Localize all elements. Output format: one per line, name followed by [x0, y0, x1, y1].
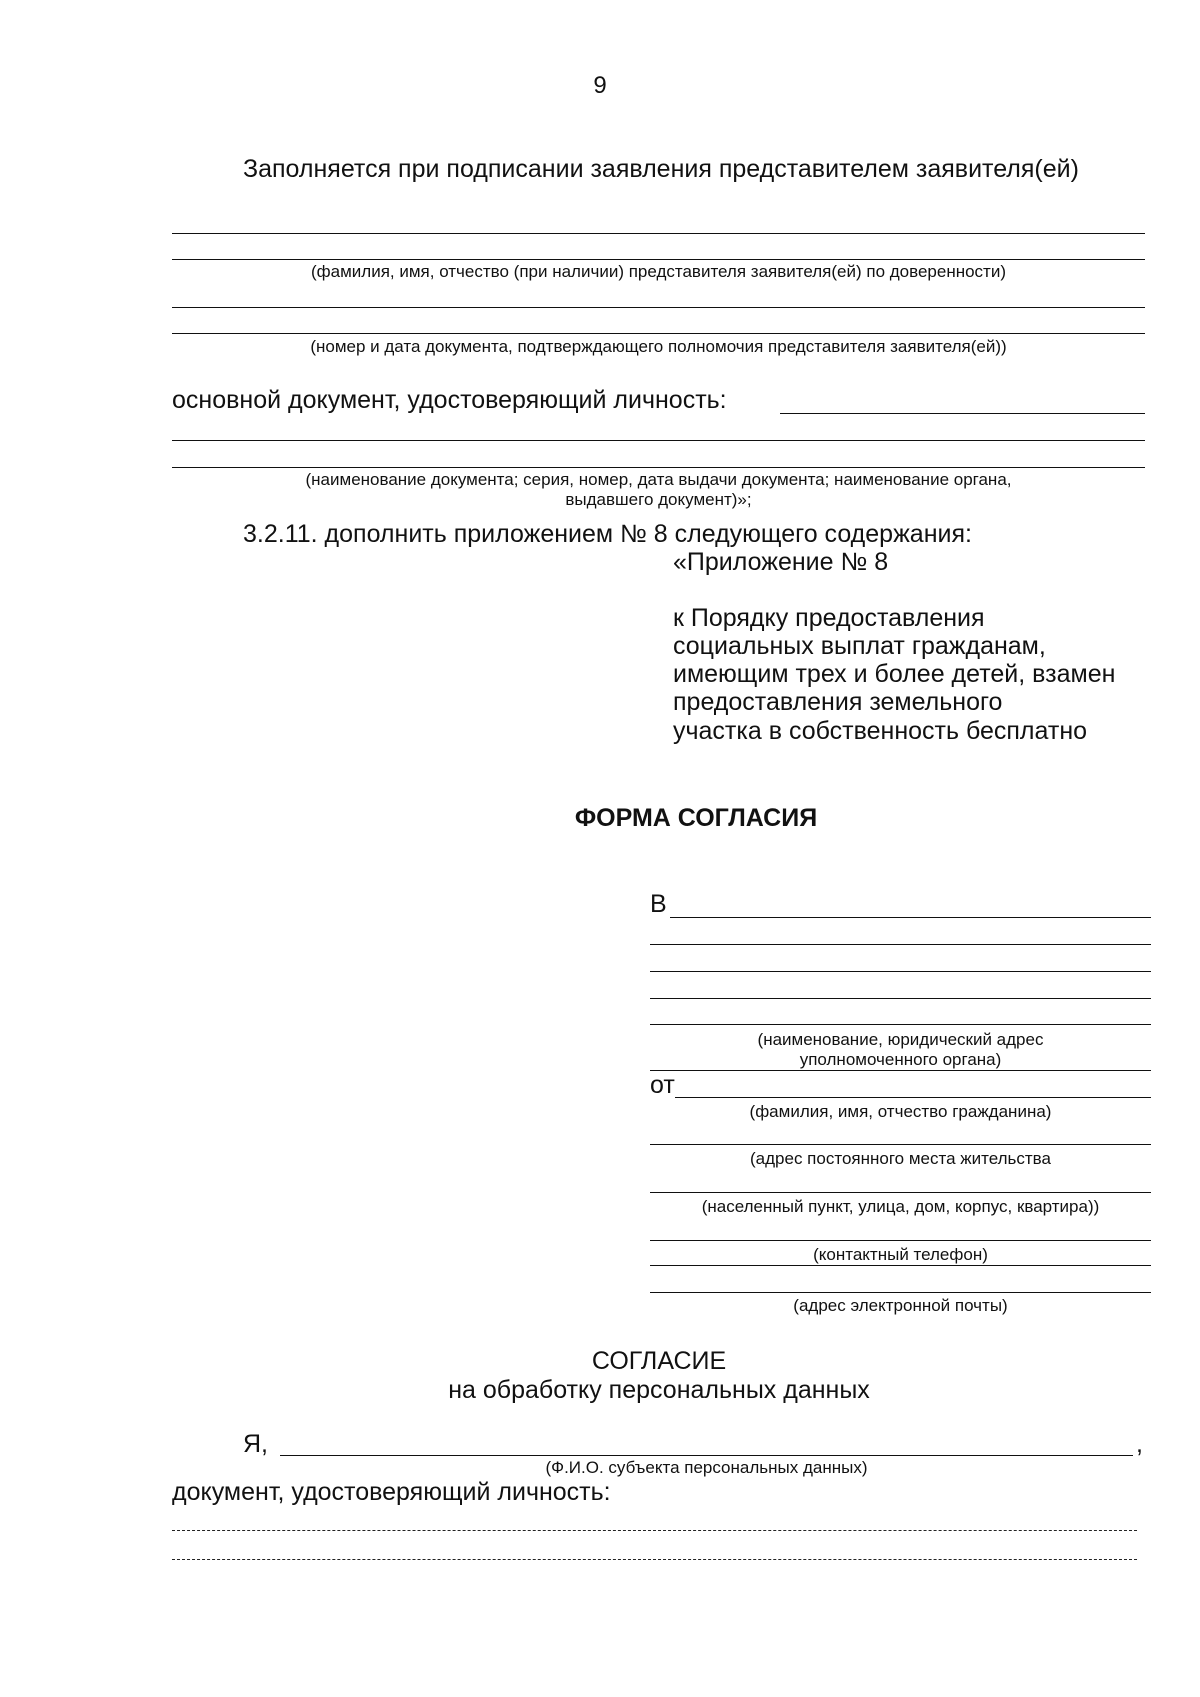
address-caption-2: (населенный пункт, улица, дом, корпус, квартира)) — [701, 1197, 1100, 1216]
from-prefix: от — [650, 1071, 675, 1099]
appendix-line-4: предоставления земельного — [673, 688, 1003, 716]
consent-i-prefix: Я, — [243, 1430, 268, 1458]
consent-id-doc-label: документ, удостоверяющий личность: — [172, 1478, 611, 1506]
consent-id-doc-line-1[interactable] — [172, 1530, 1137, 1531]
consent-title: СОГЛАСИЕ — [591, 1347, 727, 1375]
org-caption-1: (наименование, юридический адрес — [757, 1030, 1044, 1049]
org-caption-2: уполномоченного органа) — [799, 1050, 1002, 1069]
address-line-2[interactable] — [650, 1192, 1151, 1193]
amendment-text: 3.2.11. дополнить приложением № 8 следующего содержания: — [243, 520, 972, 548]
rep-fio-line-2[interactable] — [172, 259, 1145, 260]
subject-name-line[interactable] — [280, 1455, 1133, 1456]
to-line-2[interactable] — [650, 944, 1151, 945]
to-line-5[interactable] — [650, 1024, 1151, 1025]
appendix-line-1: к Порядку предоставления — [673, 604, 985, 632]
appendix-line-2: социальных выплат гражданам, — [673, 632, 1046, 660]
email-line[interactable] — [650, 1292, 1151, 1293]
page-number: 9 — [593, 72, 607, 99]
phone-line[interactable] — [650, 1240, 1151, 1241]
appendix-line-3: имеющим трех и более детей, взамен — [673, 660, 1116, 688]
phone-caption-underline — [650, 1265, 1151, 1266]
rep-fio-line-1[interactable] — [172, 233, 1145, 234]
rep-doc-caption: (номер и дата документа, подтверждающего полномочия представителя заявителя(ей)) — [310, 337, 1007, 356]
rep-id-doc-line-1[interactable] — [780, 413, 1145, 414]
email-caption: (адрес электронной почты) — [793, 1296, 1008, 1315]
org-caption-underline — [650, 1070, 1151, 1071]
rep-id-doc-label: основной документ, удостоверяющий личность: — [172, 386, 727, 414]
from-line[interactable] — [675, 1097, 1151, 1098]
rep-doc-line-2[interactable] — [172, 333, 1145, 334]
to-line-1[interactable] — [670, 917, 1151, 918]
phone-caption: (контактный телефон) — [813, 1245, 988, 1264]
to-prefix: В — [650, 890, 667, 918]
rep-id-doc-caption-2: выдавшего документ)»; — [565, 490, 752, 509]
rep-id-doc-line-3[interactable] — [172, 467, 1145, 468]
consent-id-doc-line-2[interactable] — [172, 1559, 1137, 1560]
rep-id-doc-caption-1: (наименование документа; серия, номер, дата выдачи документа; наименование органа, — [305, 470, 1012, 489]
subject-caption: (Ф.И.О. субъекта персональных данных) — [545, 1458, 868, 1477]
address-line[interactable] — [650, 1144, 1151, 1145]
to-line-3[interactable] — [650, 971, 1151, 972]
citizen-fio-caption: (фамилия, имя, отчество гражданина) — [749, 1102, 1052, 1121]
rep-id-doc-line-2[interactable] — [172, 440, 1145, 441]
address-caption: (адрес постоянного места жительства — [750, 1149, 1051, 1168]
form-title: ФОРМА СОГЛАСИЯ — [574, 804, 818, 832]
rep-fio-caption: (фамилия, имя, отчество (при наличии) представителя заявителя(ей) по доверенности) — [311, 262, 1006, 281]
appendix-title: «Приложение № 8 — [673, 548, 889, 576]
consent-subtitle: на обработку персональных данных — [448, 1376, 870, 1404]
rep-doc-line-1[interactable] — [172, 307, 1145, 308]
consent-comma: , — [1136, 1430, 1143, 1458]
to-line-4[interactable] — [650, 998, 1151, 999]
appendix-line-5: участка в собственность бесплатно — [673, 717, 1088, 745]
rep-heading: Заполняется при подписании заявления представителем заявителя(ей) — [243, 155, 1079, 183]
